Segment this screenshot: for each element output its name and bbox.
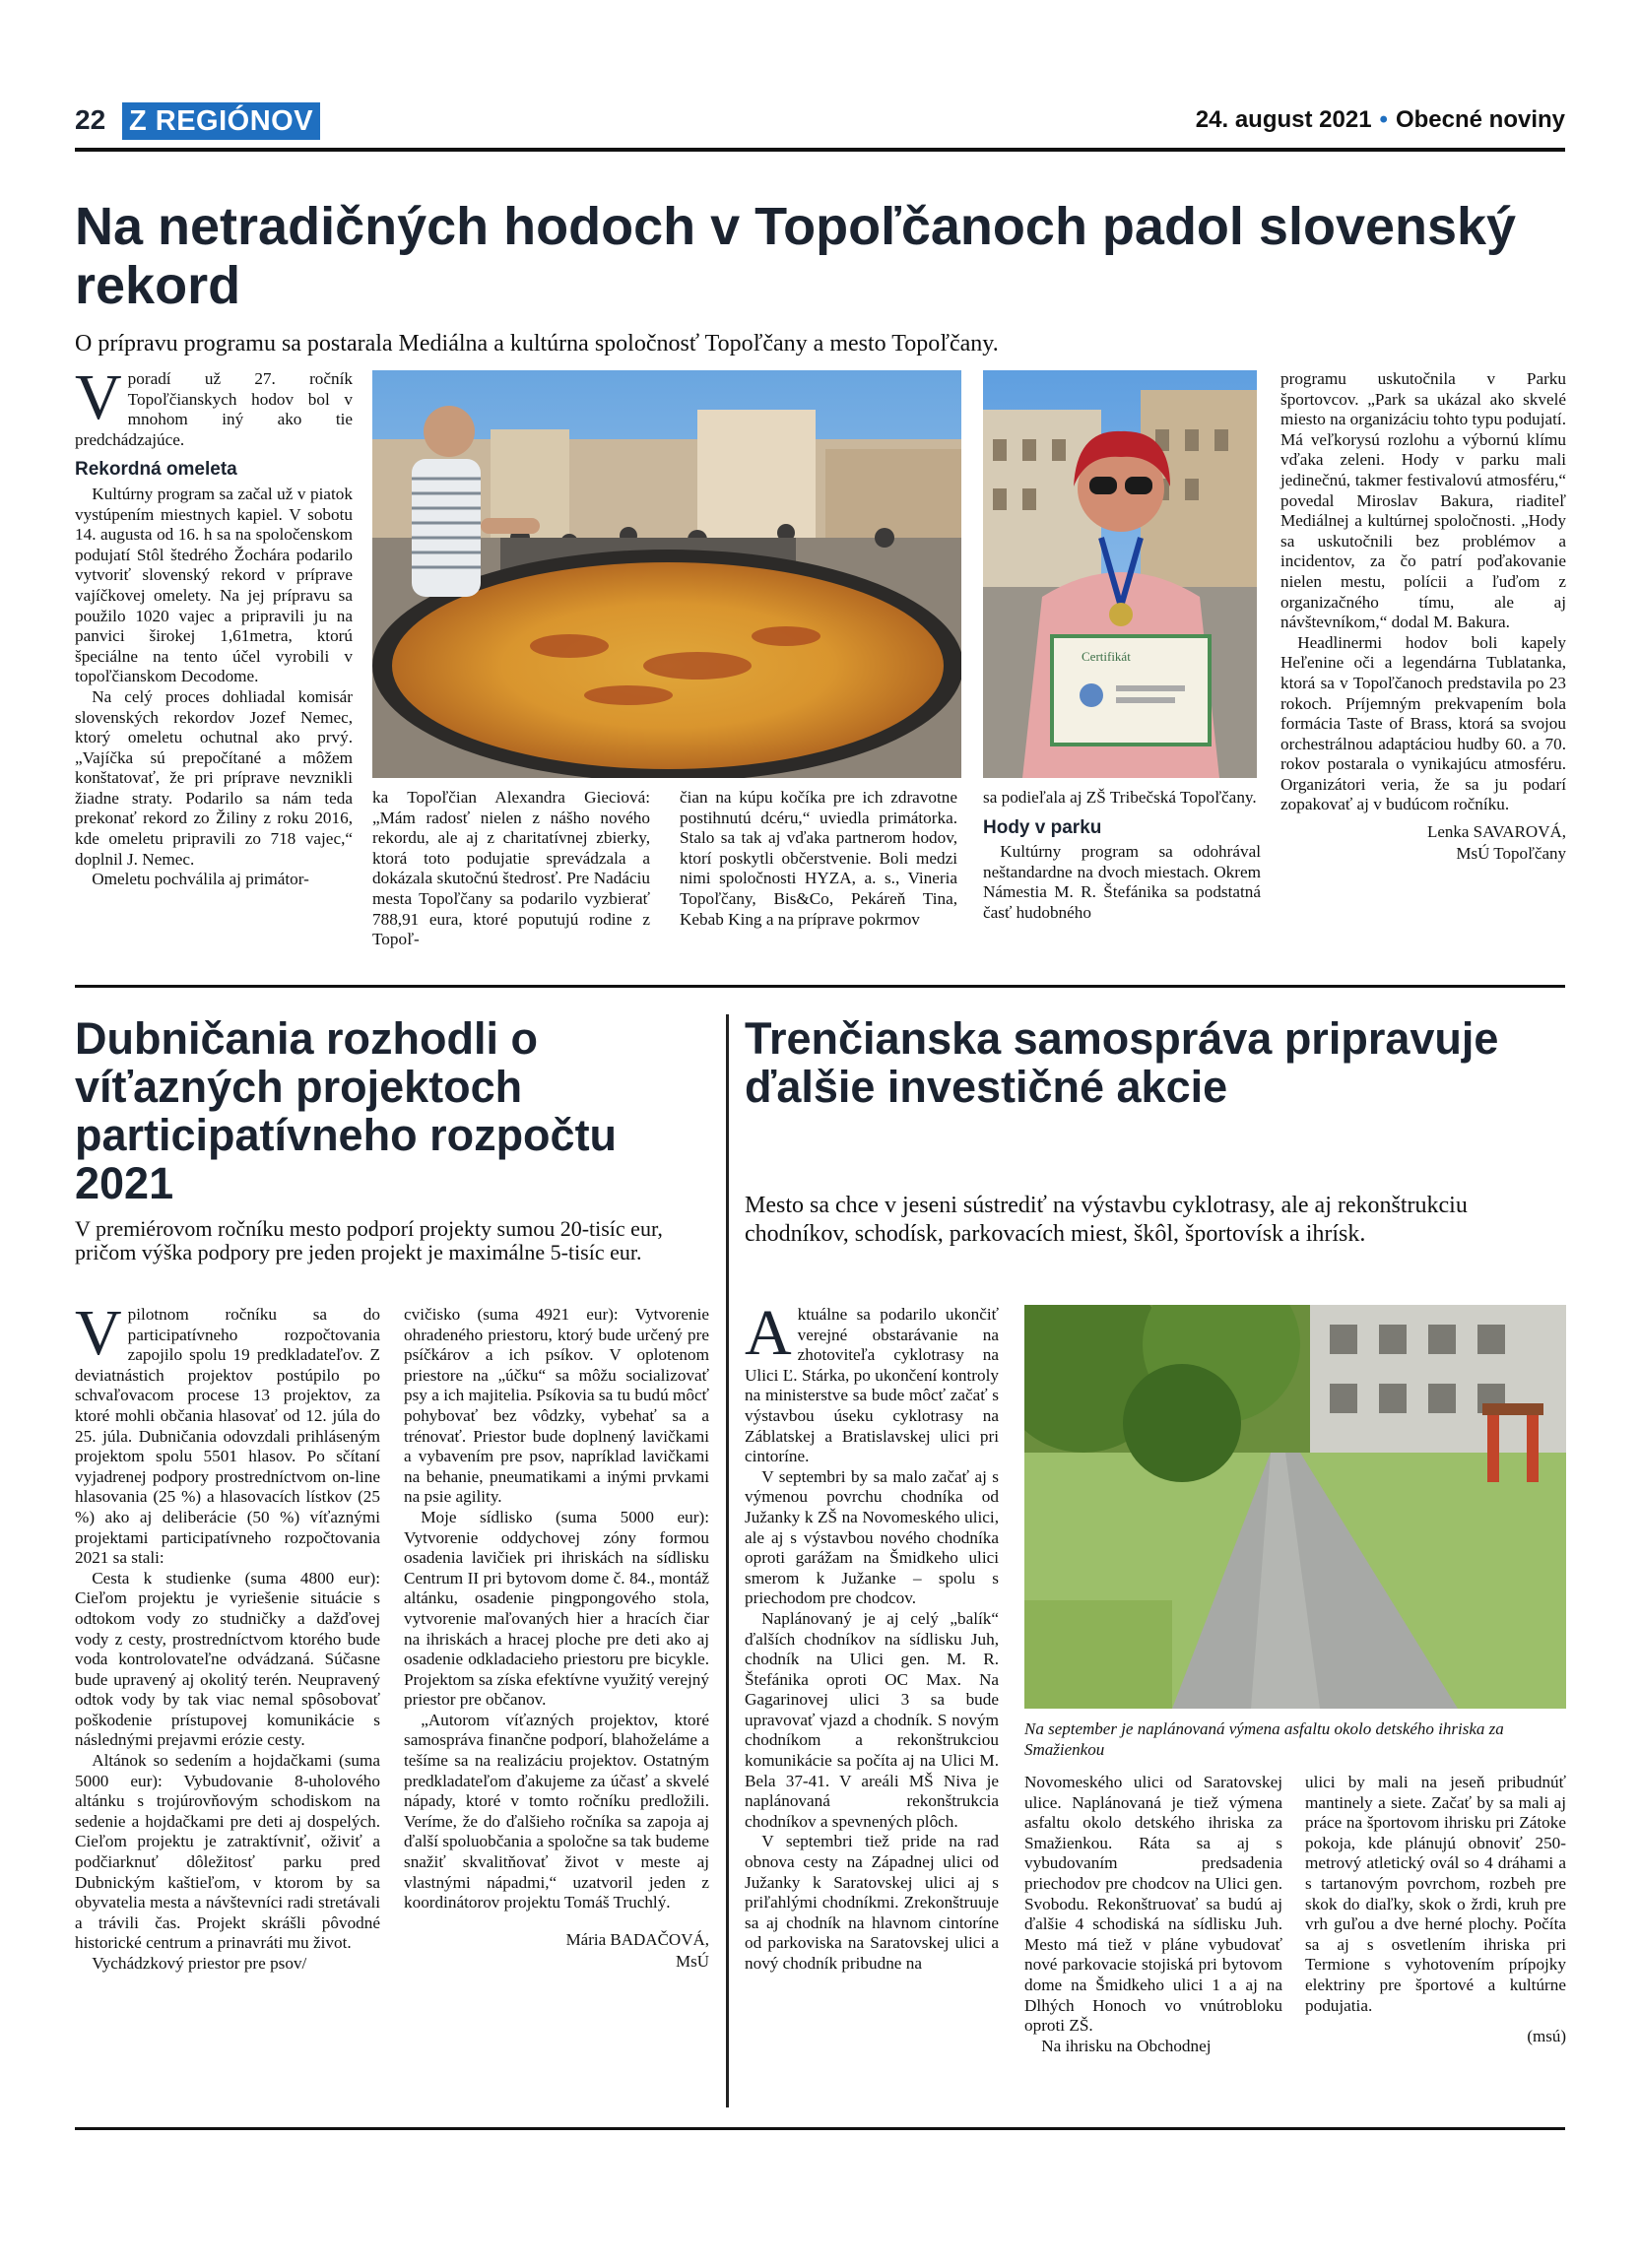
issue-info [1196, 106, 1565, 134]
article2-author-org: MsÚ [675, 1951, 709, 1971]
playground-photo-graphic [1024, 1305, 1566, 1709]
article3-title: Trenčianska samospráva pripravuje ďalšie investičné akcie [745, 1013, 1499, 1112]
article1-column-4 [983, 788, 1261, 924]
article1-intro: poradí už 27. ročník Topoľčianskych hodov bol v mnohom iný ako tie predchádzajúce. [75, 369, 353, 449]
paragraph: Kultúrny program sa začal už v piatok vystúpením miestnych kapiel. V sobotu 14. augusta od 16. h sa na spoločenskom podujatí Stôl štedrého Žochára podarilo vytvoriť slovenský rekord v príprave vajíčkovej omelety. Na jej prípravu sa použilo 1020 vajec a pripravili ju na panvici širokej 1,61metra, ktorú špeciálne na tento účel vyrobili v topoľčianskom Decodome. [75, 484, 353, 686]
publication-name: Obecné noviny [1395, 106, 1565, 133]
article3-lead: Mesto sa chce v jeseni sústrediť na výstavbu cyklotrasy, ale aj rekonštrukciu chodníkov, schodísk, parkovacích miest, škôl, športovísk a ihrísk. [745, 1193, 1468, 1247]
article2-intro: pilotnom ročníku sa do participatívneho rozpočtovania zapojilo spolu 19 predkladateľov. Z deviatnástich projektov postúpilo po schvaľovacom procese 13 projektov, za ktoré mohli občania hlasovať od 12. júla do 25. júla. Dubničania odovzdali prihláseným projektom spolu 5501 hlasov. Po sčítaní vyjadrenej podpory prostredníctvom on-line hlasovania (25 %) a hlasovacích lístkov (25 %) ako aj deliberácie (50 %) víťaznými projektami participatívneho rozpočtovania 2021 sa stali: [75, 1305, 380, 1568]
paragraph: Novomeského ulici od Saratovskej ulice. Naplánovaná je tiež výmena asfaltu okolo detského ihriska za Smažienkou. Ráta sa aj s vybudovaním predsadenia priechodov pre chodcov na Ulici gen. Svobodu. Rekonštruovať sa budú aj ďalšie 4 schodiská na sídlisku Juh. Mesto má tiež v pláne vybudovať nové parkovacie stojiská pri bytovom dome na Šmidkeho ulici 1 a aj na Dlhých Honoch vo vnútrobloku oproti ZŠ. [1024, 1773, 1282, 2036]
article1-column-3 [680, 788, 957, 930]
paragraph: Naplánovaný je aj celý „balík“ ďalších chodníkov na sídlisku Juh, chodník na Ulici gen. M. R. Štefánika oproti OC Max. Na Gagarinovej ulici 3 sa bude upravovať vjazd a chodník. S novým chodníkom a rekonštrukciou komunikácie sa počíta aj na Ulici M. Bela 37-41. V areáli MŠ Niva je naplánovaná rekonštrukcia chodníkov a spevnených plôch. [745, 1608, 999, 1831]
paragraph: Headlinermi hodov boli kapely Heľenine oči a legendárna Tublatanka, ktorá sa v Topoľčanoch predstavila po 23 rokoch. Príjemným prekvapením bola formácia Taste of Brass, ktorá sa svojou orchestrálnou adaptáciou hudby 60. a 70. rokov postarala o vynikajúcu atmosféru. Organizátori veria, že sa ju podarí zopakovať aj v budúcom ročníku. [1280, 632, 1566, 814]
paragraph: Omeletu pochválila aj primátor- [92, 870, 309, 889]
omelette-photo [372, 370, 961, 778]
paragraph: V septembri by sa malo začať aj s výmenou povrchu chodníka od Južanky k ZŠ na Novomeského ulici, ale aj s výstavbou nového chodníka oproti garážam na Šmidkeho ulici smerom k Južanke – spolu s priechodom pre chodcov. [745, 1466, 999, 1608]
omelette-photo-graphic [372, 370, 961, 778]
section-label: Z REGIÓNOV [122, 102, 320, 140]
article1-lead: O prípravu programu sa postarala Mediálna a kultúrna spoločnosť Topoľčany a mesto Topoľčany. [75, 331, 999, 356]
paragraph: čian na kúpu kočíka pre ich zdravotne postihnutú dcéru,“ uviedla primátorka. Stalo sa tak aj vďaka partnerom hodov, ktorí poskytli občerstvenie. Boli medzi nimi spoločnosti HYZA, a. s., Vineria Topoľčany, Bis&Co, Pekáreň Tina, Kebab King a na príprave pokrmov [680, 788, 957, 929]
separator-dot: • [1379, 106, 1388, 133]
issue-date: 24. august 2021 [1195, 106, 1372, 133]
header-rule [75, 148, 1565, 152]
paragraph: Na ihrisku na Obchodnej [1041, 2036, 1212, 2055]
paragraph: Moje sídlisko (suma 5000 eur): Vytvorenie oddychovej zóny formou osadenia lavičiek pri ihriskách na sídlisku Centrum II pri bytovom dome č. 84., montáž altánku, osadenie pingpongového stola, vytvorenie maľovaných hier a hracích čiar na ihriskách a hracej ploche pre deti ako aj osadenie odkladacieho priestoru pre bicykle. Projektom sa získa efektívne využitý verejný priestor pre občanov. [404, 1507, 709, 1710]
article3-column-2 [1024, 1773, 1282, 2056]
article2-title: Dubničania rozhodli o víťazných projektoch participatívneho rozpočtu 2021 [75, 1013, 618, 1208]
mayor-certificate-photo [983, 370, 1257, 778]
drop-cap: V [75, 361, 122, 433]
paragraph: V septembri tiež pride na rad obnova cesty na Západnej ulici od Južanky k Saratovskej ulici aj s priľahlými chodníkmi. Zrekonštruuje sa aj chodník na hlavnom cintoríne od parkoviska na Saratovskej ulici a nový chodník pribudne na [745, 1832, 999, 1973]
article1-title: Na netradičných hodoch v Topoľčanoch padol slovenský rekord [75, 197, 1517, 315]
photo-caption: Na september je naplánovaná výmena asfaltu okolo detského ihriska za Smažienkou [1024, 1719, 1504, 1759]
paragraph: Cesta k studienke (suma 4800 eur): Cieľom projektu je vyriešenie situácie s odtokom vody zo studničky a dažďovej vody z cesty, prostredníctvom ktorého bude voda kontrolovateľne odvádzaná. Súčasne bude upravený aj okolitý terén. Neupravený odtok vody by tak viac nemal spôsobovať poškodenie prístupovej komunikácie s následnými prejavmi erózie cesty. [75, 1568, 380, 1750]
paragraph: programu uskutočnila v Parku športovcov. „Park sa ukázal ako skvelé miesto na organizáciu tohto typu podujatí. Má veľkorysú rozlohu a výbornú klímu vďaka zeleni. Hody v parku mali jedinečnú, takmer festivalovú atmosféru,“ povedal Miroslav Bakura, riaditeľ Mediálnej a kultúrnej spoločnosti. „Hody sa uskutočnili bez problémov a incidentov, za čo patrí poďakovanie nielen mestu, polícii a ľuďom z organizačného tímu, ale aj návštevníkom,“ dodal M. Bakura. [1280, 369, 1566, 632]
certificate-text: Certifikát [1082, 649, 1131, 664]
article1-column-1 [75, 361, 353, 890]
paragraph: Kultúrny program sa odohrával neštandardne na dvoch miestach. Okrem Námestia M. R. Štefánika sa podstatná časť hudobného [983, 842, 1261, 922]
article2-lead: V premiérovom ročníku mesto podporí projekty sumou 20-tisíc eur, pričom výška podpory pre jeden projekt je maximálne 5-tisíc eur. [75, 1216, 663, 1264]
page-number: 22 [75, 104, 106, 135]
article2-column-1 [75, 1297, 380, 1975]
paragraph: ka Topoľčian Alexandra Gieciová: „Mám radosť nielen z nášho nového rekordu, ale aj z charitatívnej zbierky, ktorá toto podujatie sprevádzala a dokázala skutočnú štedrosť. Pre Nadáciu mesta Topoľčany sa podarilo vyzbierať 788,91 eura, ktoré poputujú rodine z Topoľ- [372, 788, 650, 949]
article1-author-org: MsÚ Topoľčany [1456, 844, 1566, 864]
article1-subhead-2: Hody v parku [983, 816, 1102, 838]
article1-subhead-1: Rekordná omeleta [75, 459, 237, 481]
section-divider [75, 985, 1565, 988]
article2-column-2 [404, 1305, 709, 1973]
drop-cap: V [75, 1297, 122, 1369]
article1-column-5 [1280, 369, 1566, 865]
article3-author: (msú) [1527, 2027, 1566, 2046]
article3-column-1 [745, 1297, 999, 1975]
article1-author: Lenka SAVAROVÁ, [1426, 822, 1566, 842]
mayor-photo-graphic [983, 370, 1257, 778]
footer-rule [75, 2127, 1565, 2130]
paragraph: cvičisko (suma 4921 eur): Vytvorenie ohradeného priestoru, ktorý bude určený pre psíčkárov a ich psíkov. V oplotenom priestore na „účku“ sa môžu socializovať psy a ich majitelia. Psíkovia sa tu budú môcť pohybovať bez vôdzky, vybehať sa a trénovať. Priestor bude doplnený lavičkami a vybavením pre psov, napríklad lavičkami na behanie, pneumatikami a inými prvkami na psie agility. [404, 1305, 709, 1507]
column-divider [726, 1014, 729, 2107]
drop-cap: A [745, 1297, 792, 1369]
paragraph: sa podieľala aj ZŠ Tribečská Topoľčany. [983, 788, 1257, 807]
article2-author: Mária BADAČOVÁ, [565, 1929, 709, 1949]
playground-path-photo [1024, 1305, 1566, 1709]
article3-column-3 [1305, 1773, 1566, 2047]
article3-intro: ktuálne sa podarilo ukončiť verejné obstarávanie na zhotoviteľa cyklotrasy na Ulici Ľ. Stárka, po ukončení kontroly na ministerstve sa bude môcť začať s výstavbou úseku cyklotrasy na Záblatskej a Bratislavskej ulici pri cintoríne. [745, 1305, 999, 1466]
paragraph: Na celý proces dohliadal komisár slovenských rekordov Jozef Nemec, ktorý omeletu ochutnal ako prvý. „Vajíčka sú prepočítané a môžem konštatovať, že pri príprave nevznikli žiadne straty. Podarilo sa nám teda prekonať rekord zo Žiliny z roku 2016, kde omeletu pripravili zo 718 vajec,“ doplnil J. Nemec. [75, 686, 353, 869]
article1-column-2 [372, 788, 650, 950]
paragraph: ulici by mali na jeseň pribudnúť mantinely a siete. Začať by sa mali aj práce na športovom ihrisku pri Zátoke pokoja, kde plánujú obnoviť 250-metrový atletický ovál so 4 dráhami a s tartanovým povrchom, rozbeh pre skok do diaľky, skok o žrdi, kruh pre vrh guľou a dve herné plochy. Počíta sa aj s osvetlením ihriska pri Termione s vyhotovením prípojky elektriny pre športové a kultúrne podujatia. [1305, 1773, 1566, 2015]
paragraph: Vychádzkový priestor pre psov/ [92, 1954, 307, 1973]
paragraph: Altánok so sedením a hojdačkami (suma 5000 eur): Vybudovanie 8-uholového altánku s trojúrovňovým schodiskom na sedenie a hojdačkami pre deti aj dospelých. Cieľom projektu je zatraktívniť, oživiť a podčiarknuť dôležitosť parku pred Dubnickým kaštieľom, v ktorom by sa obyvatelia mesta a návštevníci radi stretávali a trávili čas. Projekt skrášli pôvodné historické centrum a prinavráti mu život. [75, 1751, 380, 1953]
paragraph: „Autorom víťazných projektov, ktoré samospráva finančne podporí, blahoželáme a tešíme sa na realizáciu projektov. Ostatným predkladateľom ďakujeme za účasť a skvelé nápady, ktoré v tomto ročníku predložili. Veríme, že do ďalšieho ročníka sa zapoja aj ďalší spoluobčania a spoločne sa tak budeme snažiť skvalitňovať život v meste aj vlastnými nápadmi,“ uzatvoril jeden z koordinátorov projektu Tomáš Truchlý. [404, 1710, 709, 1912]
